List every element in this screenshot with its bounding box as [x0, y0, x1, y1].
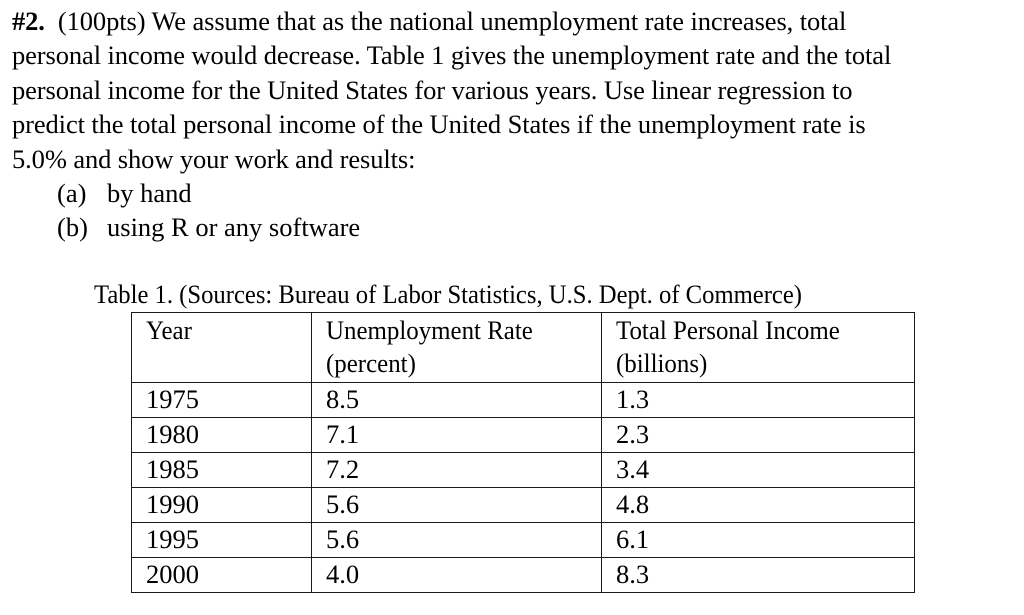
- cell-income: 4.8: [602, 488, 915, 523]
- problem-line-1: [12, 4, 1022, 38]
- cell-income: 6.1: [602, 523, 915, 558]
- problem-text-line: personal income for the United States for various years. Use linear regression to: [12, 74, 853, 105]
- header-year: [132, 313, 312, 383]
- problem-text-line: 5.0% and show your work and results:: [12, 143, 416, 174]
- header-unit: (percent): [326, 348, 416, 378]
- cell-year: 1995: [132, 523, 312, 558]
- cell-rate: 5.6: [312, 488, 602, 523]
- table-row: [132, 523, 915, 558]
- problem-text-line: (100pts) We assume that as the national unemployment rate increases, total: [57, 6, 847, 36]
- cell-year: 1990: [132, 488, 312, 523]
- table-row: [132, 418, 915, 453]
- header-total-personal-income: [602, 313, 915, 383]
- cell-income: 8.3: [602, 558, 915, 593]
- cell-rate: 5.6: [312, 523, 602, 558]
- problem-statement: [12, 4, 1022, 176]
- problem-text-line: personal income would decrease. Table 1 gives the unemployment rate and the total: [12, 40, 892, 71]
- part-text: by hand: [107, 178, 192, 208]
- table-header-row: [132, 313, 915, 383]
- cell-rate: 7.1: [312, 418, 602, 453]
- cell-rate: 4.0: [312, 558, 602, 593]
- cell-income: 1.3: [602, 383, 915, 418]
- table-row: [132, 453, 915, 488]
- cell-income: 2.3: [602, 418, 915, 453]
- header-line: Unemployment Rate: [326, 315, 533, 345]
- header-line: Total Personal Income: [616, 315, 840, 345]
- part-b: [57, 210, 360, 244]
- part-text: using R or any software: [107, 212, 361, 243]
- header-unit: (billions): [616, 348, 708, 378]
- table-caption: Table 1. (Sources: Bureau of Labor Statistics, U.S. Dept. of Commerce): [94, 279, 803, 309]
- cell-year: 1975: [132, 383, 312, 418]
- problem-number: #2.: [12, 6, 45, 36]
- header-unemployment-rate: [312, 313, 602, 383]
- cell-rate: 8.5: [312, 383, 602, 418]
- table-row: [132, 558, 915, 593]
- cell-rate: 7.2: [312, 453, 602, 488]
- problem-text-line: predict the total personal income of the United States if the unemployment rate is: [12, 109, 866, 140]
- part-a: [57, 176, 360, 210]
- part-label: (a): [57, 178, 87, 208]
- cell-year: 1980: [132, 418, 312, 453]
- table-row: [132, 383, 915, 418]
- data-table: [131, 312, 915, 593]
- part-label: (b): [57, 212, 88, 243]
- problem-parts-list: [57, 176, 360, 245]
- table-row: [132, 488, 915, 523]
- cell-year: 2000: [132, 558, 312, 593]
- header-line: Year: [146, 315, 192, 345]
- cell-income: 3.4: [602, 453, 915, 488]
- cell-year: 1985: [132, 453, 312, 488]
